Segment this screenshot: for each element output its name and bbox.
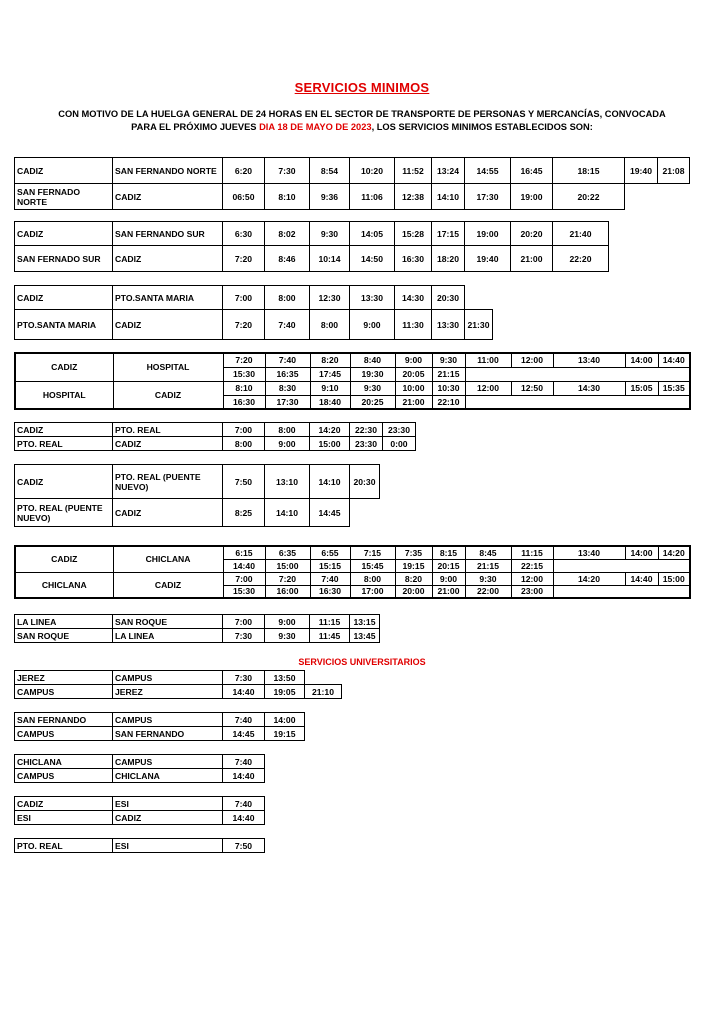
time-cell: 7:35 — [395, 546, 432, 559]
time-cell: 13:40 — [553, 546, 625, 559]
time-cell: 9:00 — [265, 437, 310, 451]
time-cell: 17:30 — [465, 184, 511, 210]
time-cell: 19:00 — [511, 184, 553, 210]
time-cell: 9:30 — [265, 629, 310, 643]
origin-cell: CHICLANA — [15, 755, 113, 769]
time-cell: 22:10 — [432, 395, 465, 409]
route-row — [15, 685, 342, 699]
time-cell: 21:40 — [553, 222, 609, 246]
time-cell: 15:00 — [658, 572, 690, 585]
time-cell: 21:15 — [432, 367, 465, 381]
time-cell: 9:00 — [432, 572, 465, 585]
time-cell: 14:10 — [265, 499, 310, 527]
origin-cell: CAMPUS — [15, 685, 113, 699]
destination-cell: SAN FERNANDO NORTE — [113, 158, 223, 184]
origin-cell: CADIZ — [15, 353, 113, 381]
time-cell: 8:40 — [350, 353, 395, 367]
time-cell: 14:10 — [432, 184, 465, 210]
time-cell: 8:15 — [432, 546, 465, 559]
time-cell: 21:00 — [432, 585, 465, 598]
time-cell: 7:15 — [350, 546, 395, 559]
route-row — [15, 423, 416, 437]
route-row — [15, 465, 380, 499]
time-cell: 8:02 — [265, 222, 310, 246]
time-cell: 15:30 — [223, 585, 265, 598]
time-cell: 11:00 — [465, 353, 511, 367]
time-cell: 15:45 — [350, 559, 395, 572]
time-cell: 12:38 — [395, 184, 432, 210]
time-cell: 20:20 — [511, 222, 553, 246]
time-cell: 8:20 — [395, 572, 432, 585]
time-cell: 9:00 — [350, 310, 395, 340]
time-cell: 8:46 — [265, 246, 310, 272]
time-cell: 7:50 — [223, 465, 265, 499]
time-cell: 16:30 — [310, 585, 350, 598]
time-cell: 8:30 — [265, 381, 310, 395]
time-cell: 8:10 — [265, 184, 310, 210]
time-cell: 7:30 — [223, 629, 265, 643]
destination-cell: CADIZ — [113, 184, 223, 210]
time-cell: 8:54 — [310, 158, 350, 184]
time-cell: 7:00 — [223, 615, 265, 629]
intro-line-1: CON MOTIVO DE LA HUELGA GENERAL DE 24 HORAS EN EL SECTOR DE TRANSPORTE DE PERSONAS Y MERCANCÍAS, CONVOCADA — [58, 109, 666, 119]
time-cell: 17:30 — [265, 395, 310, 409]
time-cell: 14:05 — [350, 222, 395, 246]
time-cell: 7:00 — [223, 286, 265, 310]
time-cell: 13:24 — [432, 158, 465, 184]
route-row — [15, 615, 380, 629]
origin-cell: LA LINEA — [15, 615, 113, 629]
time-cell: 9:30 — [465, 572, 511, 585]
time-cell: 16:30 — [395, 246, 432, 272]
destination-cell: CAMPUS — [113, 713, 223, 727]
time-cell: 9:00 — [395, 353, 432, 367]
time-cell: 18:15 — [553, 158, 625, 184]
route-table-cadiz-esi — [14, 796, 265, 825]
time-cell: 11:52 — [395, 158, 432, 184]
route-row — [15, 158, 690, 184]
route-row — [15, 629, 380, 643]
time-cell: 6:15 — [223, 546, 265, 559]
time-cell: 15:35 — [658, 381, 690, 395]
route-table-cadiz-pto-real-puente-nuevo — [14, 464, 380, 527]
strike-date: DIA 18 DE MAYO DE 2023 — [259, 122, 372, 132]
time-cell: 16:00 — [265, 585, 310, 598]
time-cell: 14:45 — [223, 727, 265, 741]
destination-cell: CADIZ — [113, 437, 223, 451]
time-cell: 11:15 — [511, 546, 553, 559]
time-cell: 20:30 — [350, 465, 380, 499]
time-cell: 7:40 — [310, 572, 350, 585]
time-cell: 22:20 — [553, 246, 609, 272]
destination-cell: SAN FERNANDO — [113, 727, 223, 741]
intro-line-2-prefix: PARA EL PRÓXIMO JUEVES — [131, 122, 260, 132]
origin-cell: JEREZ — [15, 671, 113, 685]
time-cell: 23:30 — [350, 437, 383, 451]
time-cell: 9:30 — [432, 353, 465, 367]
destination-cell: CADIZ — [113, 811, 223, 825]
time-cell: 7:30 — [223, 671, 265, 685]
route-row — [15, 797, 265, 811]
time-cell: 9:00 — [265, 615, 310, 629]
route-table-cadiz-san-fernando-sur — [14, 221, 609, 272]
time-cell: 06:50 — [223, 184, 265, 210]
time-cell: 7:40 — [265, 353, 310, 367]
time-cell: 13:50 — [265, 671, 305, 685]
time-cell: 14:40 — [625, 572, 658, 585]
intro-text — [20, 108, 704, 134]
route-table-cadiz-pto-santa-maria — [14, 285, 493, 340]
time-cell: 16:45 — [511, 158, 553, 184]
time-cell: 8:00 — [265, 423, 310, 437]
origin-cell: ESI — [15, 811, 113, 825]
time-cell: 7:20 — [223, 310, 265, 340]
origin-cell: SAN FERNANDO — [15, 713, 113, 727]
page-title: SERVICIOS MINIMOS — [294, 80, 430, 95]
destination-cell: PTO. REAL — [113, 423, 223, 437]
origin-cell: CADIZ — [15, 797, 113, 811]
time-cell: 7:20 — [223, 246, 265, 272]
time-cell: 19:40 — [465, 246, 511, 272]
time-cell: 22:30 — [350, 423, 383, 437]
time-cell: 14:30 — [553, 381, 625, 395]
time-cell: 13:40 — [553, 353, 625, 367]
time-cell: 9:36 — [310, 184, 350, 210]
time-cell: 19:40 — [625, 158, 658, 184]
time-cell: 7:00 — [223, 423, 265, 437]
time-cell: 21:10 — [305, 685, 342, 699]
time-cell: 14:40 — [223, 811, 265, 825]
time-cell: 14:10 — [310, 465, 350, 499]
time-cell: 12:30 — [310, 286, 350, 310]
time-cell: 17:15 — [432, 222, 465, 246]
time-cell: 9:30 — [350, 381, 395, 395]
destination-cell: CHICLANA — [113, 546, 223, 572]
destination-cell: CADIZ — [113, 310, 223, 340]
time-cell: 7:50 — [223, 839, 265, 853]
origin-cell: PTO. REAL — [15, 839, 113, 853]
route-row — [15, 811, 265, 825]
time-cell: 9:30 — [310, 222, 350, 246]
origin-cell: HOSPITAL — [15, 381, 113, 409]
destination-cell: ESI — [113, 839, 223, 853]
origin-cell: PTO. REAL (PUENTE NUEVO) — [15, 499, 113, 527]
time-cell: 8:00 — [350, 572, 395, 585]
time-cell: 8:20 — [310, 353, 350, 367]
origin-cell: CADIZ — [15, 286, 113, 310]
destination-cell: JEREZ — [113, 685, 223, 699]
time-cell: 21:15 — [465, 559, 511, 572]
route-row — [15, 755, 265, 769]
time-cell: 7:20 — [265, 572, 310, 585]
destination-cell: HOSPITAL — [113, 353, 223, 381]
route-row — [15, 713, 305, 727]
time-cell: 7:40 — [223, 797, 265, 811]
time-cell: 11:45 — [310, 629, 350, 643]
time-cell: 20:15 — [432, 559, 465, 572]
time-cell: 9:10 — [310, 381, 350, 395]
time-cell: 19:30 — [350, 367, 395, 381]
time-cell: 7:20 — [223, 353, 265, 367]
route-table-pto-real-esi — [14, 838, 265, 853]
route-row — [15, 310, 493, 340]
time-cell: 12:00 — [465, 381, 511, 395]
time-cell: 21:00 — [395, 395, 432, 409]
time-cell: 18:40 — [310, 395, 350, 409]
time-cell: 10:30 — [432, 381, 465, 395]
destination-cell: CHICLANA — [113, 769, 223, 783]
route-row — [15, 499, 380, 527]
route-table-la-linea-san-roque — [14, 614, 380, 643]
route-row — [15, 184, 690, 210]
time-cell: 14:40 — [223, 769, 265, 783]
origin-cell: CHICLANA — [15, 572, 113, 598]
origin-cell: CADIZ — [15, 222, 113, 246]
time-cell: 19:00 — [465, 222, 511, 246]
destination-cell: CADIZ — [113, 381, 223, 409]
time-cell: 7:40 — [223, 755, 265, 769]
time-cell: 8:45 — [465, 546, 511, 559]
time-cell: 14:20 — [310, 423, 350, 437]
destination-cell: ESI — [113, 797, 223, 811]
time-cell: 20:22 — [553, 184, 625, 210]
destination-cell: CADIZ — [113, 499, 223, 527]
time-cell: 13:45 — [350, 629, 380, 643]
route-table-san-fernando-campus — [14, 712, 305, 741]
time-cell: 15:30 — [223, 367, 265, 381]
route-row — [15, 727, 305, 741]
destination-cell: CAMPUS — [113, 671, 223, 685]
route-row — [15, 671, 342, 685]
route-table-cadiz-hospital — [14, 352, 691, 410]
time-cell: 15:28 — [395, 222, 432, 246]
time-cell: 8:00 — [310, 310, 350, 340]
time-cell: 14:55 — [465, 158, 511, 184]
time-cell: 10:14 — [310, 246, 350, 272]
route-row — [15, 839, 265, 853]
intro-line-2 — [20, 121, 704, 134]
time-cell: 16:35 — [265, 367, 310, 381]
origin-cell: SAN ROQUE — [15, 629, 113, 643]
route-table-jerez-campus — [14, 670, 342, 699]
route-table-cadiz-chiclana — [14, 545, 691, 599]
route-row — [15, 546, 690, 559]
route-row — [15, 246, 609, 272]
origin-cell: CADIZ — [15, 158, 113, 184]
time-cell: 0:00 — [383, 437, 416, 451]
route-table-chiclana-campus — [14, 754, 265, 783]
route-row — [15, 381, 690, 395]
time-cell: 23:30 — [383, 423, 416, 437]
route-row — [15, 572, 690, 585]
time-cell: 13:10 — [265, 465, 310, 499]
destination-cell: PTO. REAL (PUENTE NUEVO) — [113, 465, 223, 499]
time-cell: 14:30 — [395, 286, 432, 310]
time-cell: 11:15 — [310, 615, 350, 629]
time-cell: 14:45 — [310, 499, 350, 527]
time-cell: 17:00 — [350, 585, 395, 598]
destination-cell: CADIZ — [113, 572, 223, 598]
time-cell: 14:00 — [265, 713, 305, 727]
time-cell: 12:50 — [511, 381, 553, 395]
time-cell: 15:05 — [625, 381, 658, 395]
time-cell: 8:25 — [223, 499, 265, 527]
time-cell: 14:00 — [625, 353, 658, 367]
destination-cell: PTO.SANTA MARIA — [113, 286, 223, 310]
time-cell: 16:30 — [223, 395, 265, 409]
time-cell: 7:30 — [265, 158, 310, 184]
time-cell: 6:35 — [265, 546, 310, 559]
destination-cell: CADIZ — [113, 246, 223, 272]
origin-cell: CADIZ — [15, 465, 113, 499]
time-cell: 18:20 — [432, 246, 465, 272]
time-cell: 21:00 — [511, 246, 553, 272]
destination-cell: LA LINEA — [113, 629, 223, 643]
time-cell: 20:30 — [432, 286, 465, 310]
time-cell: 20:25 — [350, 395, 395, 409]
time-cell: 14:20 — [553, 572, 625, 585]
time-cell: 15:15 — [310, 559, 350, 572]
route-table-cadiz-pto-real — [14, 422, 416, 451]
time-cell: 15:00 — [310, 437, 350, 451]
time-cell: 13:30 — [432, 310, 465, 340]
origin-cell: SAN FERNADO SUR — [15, 246, 113, 272]
time-cell: 6:55 — [310, 546, 350, 559]
time-cell: 13:30 — [350, 286, 395, 310]
destination-cell: SAN ROQUE — [113, 615, 223, 629]
time-cell: 13:15 — [350, 615, 380, 629]
time-cell: 11:30 — [395, 310, 432, 340]
time-cell: 19:15 — [265, 727, 305, 741]
origin-cell: CADIZ — [15, 423, 113, 437]
time-cell: 20:05 — [395, 367, 432, 381]
time-cell: 17:45 — [310, 367, 350, 381]
time-cell: 10:00 — [395, 381, 432, 395]
time-cell: 19:15 — [395, 559, 432, 572]
origin-cell: SAN FERNADO NORTE — [15, 184, 113, 210]
time-cell: 8:10 — [223, 381, 265, 395]
time-cell: 23:00 — [511, 585, 553, 598]
time-cell: 6:30 — [223, 222, 265, 246]
time-cell: 14:50 — [350, 246, 395, 272]
time-cell: 8:00 — [265, 286, 310, 310]
origin-cell: PTO.SANTA MARIA — [15, 310, 113, 340]
time-cell: 14:20 — [658, 546, 690, 559]
time-cell: 7:00 — [223, 572, 265, 585]
route-row — [15, 222, 609, 246]
time-cell: 10:20 — [350, 158, 395, 184]
origin-cell: CAMPUS — [15, 727, 113, 741]
destination-cell: SAN FERNANDO SUR — [113, 222, 223, 246]
route-row — [15, 286, 493, 310]
time-cell: 7:40 — [265, 310, 310, 340]
time-cell: 12:00 — [511, 572, 553, 585]
time-cell: 21:30 — [465, 310, 493, 340]
origin-cell: CADIZ — [15, 546, 113, 572]
time-cell: 22:15 — [511, 559, 553, 572]
destination-cell: CAMPUS — [113, 755, 223, 769]
time-cell: 19:05 — [265, 685, 305, 699]
intro-line-2-suffix: , LOS SERVICIOS MINIMOS ESTABLECIDOS SON: — [371, 122, 593, 132]
time-cell: 20:00 — [395, 585, 432, 598]
route-table-cadiz-san-fernando-norte — [14, 157, 690, 210]
time-cell: 21:08 — [658, 158, 690, 184]
time-cell: 14:40 — [658, 353, 690, 367]
route-row — [15, 437, 416, 451]
time-cell: 22:00 — [465, 585, 511, 598]
time-cell: 12:00 — [511, 353, 553, 367]
time-cell: 14:40 — [223, 685, 265, 699]
time-cell: 7:40 — [223, 713, 265, 727]
time-cell: 14:00 — [625, 546, 658, 559]
origin-cell: PTO. REAL — [15, 437, 113, 451]
time-cell: 15:00 — [265, 559, 310, 572]
origin-cell: CAMPUS — [15, 769, 113, 783]
university-section-title: SERVICIOS UNIVERSITARIOS — [298, 657, 426, 667]
time-cell: 14:40 — [223, 559, 265, 572]
time-cell: 8:00 — [223, 437, 265, 451]
route-row — [15, 353, 690, 367]
time-cell: 11:06 — [350, 184, 395, 210]
time-cell: 6:20 — [223, 158, 265, 184]
route-row — [15, 769, 265, 783]
